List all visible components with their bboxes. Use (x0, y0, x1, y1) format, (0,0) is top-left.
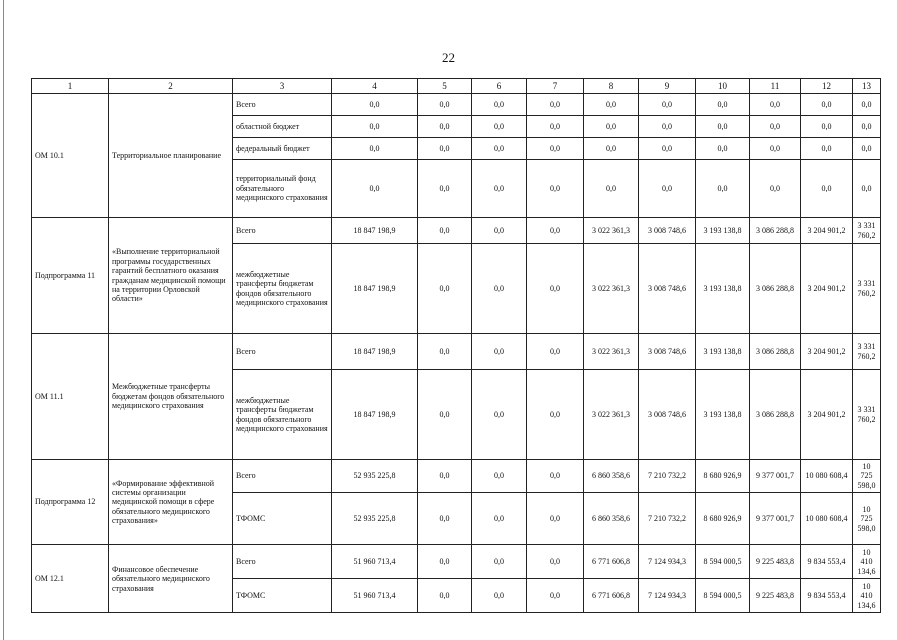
amount-cell: 3 331 760,2 (853, 218, 881, 244)
amount-cell: 3 086 288,8 (750, 218, 801, 244)
amount-cell: 9 225 483,8 (750, 545, 801, 579)
amount-cell: 0,0 (472, 160, 527, 218)
amount-cell: 0,0 (418, 579, 472, 613)
amount-cell: 18 847 198,9 (332, 218, 418, 244)
amount-cell: 3 086 288,8 (750, 334, 801, 370)
amount-cell: 0,0 (750, 94, 801, 116)
amount-cell: 0,0 (418, 160, 472, 218)
amount-cell: 0,0 (418, 138, 472, 160)
amount-cell: 6 860 358,6 (584, 493, 639, 545)
amount-cell: 0,0 (584, 94, 639, 116)
program-code-cell: Подпрограмма 12 (32, 460, 109, 545)
amount-cell: 0,0 (527, 493, 584, 545)
amount-cell: 0,0 (696, 160, 750, 218)
amount-cell: 0,0 (418, 370, 472, 460)
amount-cell: 3 008 748,6 (639, 370, 696, 460)
column-header: 10 (696, 79, 750, 94)
amount-cell: 0,0 (418, 116, 472, 138)
amount-cell: 7 210 732,2 (639, 493, 696, 545)
amount-cell: 0,0 (418, 493, 472, 545)
amount-cell: 9 834 553,4 (801, 579, 853, 613)
funding-source-cell: территориальный фонд обязательного медицинского страхования (233, 160, 332, 218)
amount-cell: 0,0 (332, 116, 418, 138)
amount-cell: 3 193 138,8 (696, 218, 750, 244)
funding-source-cell: Всего (233, 94, 332, 116)
program-code-cell: ОМ 12.1 (32, 545, 109, 613)
amount-cell: 3 008 748,6 (639, 218, 696, 244)
column-header: 2 (109, 79, 233, 94)
amount-cell: 0,0 (418, 460, 472, 493)
amount-cell: 0,0 (750, 138, 801, 160)
amount-cell: 7 210 732,2 (639, 460, 696, 493)
amount-cell: 0,0 (750, 160, 801, 218)
amount-cell: 0,0 (696, 138, 750, 160)
amount-cell: 0,0 (418, 244, 472, 334)
amount-cell: 9 834 553,4 (801, 545, 853, 579)
funding-source-cell: Всего (233, 334, 332, 370)
amount-cell: 0,0 (472, 370, 527, 460)
table-body (32, 94, 881, 613)
amount-cell: 8 594 000,5 (696, 579, 750, 613)
amount-cell: 0,0 (584, 160, 639, 218)
amount-cell: 8 594 000,5 (696, 545, 750, 579)
column-number-row (32, 79, 881, 94)
amount-cell: 51 960 713,4 (332, 579, 418, 613)
amount-cell: 3 022 361,3 (584, 334, 639, 370)
amount-cell: 0,0 (418, 94, 472, 116)
table-row (32, 218, 881, 244)
amount-cell: 0,0 (696, 116, 750, 138)
amount-cell: 0,0 (332, 160, 418, 218)
amount-cell: 0,0 (472, 493, 527, 545)
amount-cell: 0,0 (332, 138, 418, 160)
amount-cell: 3 008 748,6 (639, 244, 696, 334)
column-header: 8 (584, 79, 639, 94)
column-header: 13 (853, 79, 881, 94)
amount-cell: 18 847 198,9 (332, 334, 418, 370)
amount-cell: 9 225 483,8 (750, 579, 801, 613)
funding-source-cell: федеральный бюджет (233, 138, 332, 160)
amount-cell: 6 771 606,8 (584, 579, 639, 613)
amount-cell: 3 022 361,3 (584, 218, 639, 244)
amount-cell: 0,0 (418, 218, 472, 244)
amount-cell: 3 204 901,2 (801, 244, 853, 334)
column-header: 9 (639, 79, 696, 94)
amount-cell: 0,0 (696, 94, 750, 116)
amount-cell: 0,0 (639, 94, 696, 116)
amount-cell: 0,0 (853, 94, 881, 116)
amount-cell: 0,0 (527, 244, 584, 334)
amount-cell: 18 847 198,9 (332, 244, 418, 334)
amount-cell: 52 935 225,8 (332, 460, 418, 493)
amount-cell: 3 204 901,2 (801, 334, 853, 370)
amount-cell: 0,0 (584, 138, 639, 160)
amount-cell: 6 771 606,8 (584, 545, 639, 579)
column-header: 4 (332, 79, 418, 94)
column-header: 6 (472, 79, 527, 94)
table-row (32, 545, 881, 579)
funding-source-cell: Всего (233, 460, 332, 493)
amount-cell: 3 193 138,8 (696, 334, 750, 370)
table-row (32, 94, 881, 116)
amount-cell: 0,0 (853, 116, 881, 138)
table-row (32, 460, 881, 493)
program-code-cell: ОМ 10.1 (32, 94, 109, 218)
page-number: 22 (442, 50, 455, 65)
amount-cell: 0,0 (527, 160, 584, 218)
amount-cell: 0,0 (527, 579, 584, 613)
funding-source-cell: ТФОМС (233, 493, 332, 545)
amount-cell: 0,0 (639, 160, 696, 218)
amount-cell: 0,0 (584, 116, 639, 138)
amount-cell: 0,0 (472, 116, 527, 138)
amount-cell: 0,0 (527, 370, 584, 460)
amount-cell: 3 193 138,8 (696, 370, 750, 460)
amount-cell: 0,0 (472, 579, 527, 613)
amount-cell: 8 680 926,9 (696, 460, 750, 493)
amount-cell: 10 410 134,6 (853, 579, 881, 613)
amount-cell: 0,0 (472, 138, 527, 160)
funding-source-cell: межбюджетные трансферты бюджетам фондов обязательного медицинского страхования (233, 244, 332, 334)
amount-cell: 0,0 (527, 334, 584, 370)
amount-cell: 0,0 (472, 460, 527, 493)
amount-cell: 0,0 (527, 138, 584, 160)
amount-cell: 3 086 288,8 (750, 244, 801, 334)
amount-cell: 9 377 001,7 (750, 460, 801, 493)
amount-cell: 0,0 (472, 244, 527, 334)
amount-cell: 51 960 713,4 (332, 545, 418, 579)
amount-cell: 10 080 608,4 (801, 493, 853, 545)
table-row (32, 334, 881, 370)
amount-cell: 0,0 (527, 460, 584, 493)
amount-cell: 3 008 748,6 (639, 334, 696, 370)
amount-cell: 0,0 (472, 218, 527, 244)
amount-cell: 10 080 608,4 (801, 460, 853, 493)
amount-cell: 0,0 (472, 94, 527, 116)
amount-cell: 0,0 (472, 545, 527, 579)
funding-source-cell: ТФОМС (233, 579, 332, 613)
amount-cell: 0,0 (801, 94, 853, 116)
amount-cell: 3 331 760,2 (853, 370, 881, 460)
amount-cell: 0,0 (527, 218, 584, 244)
budget-table (31, 78, 881, 613)
amount-cell: 0,0 (639, 138, 696, 160)
column-header: 1 (32, 79, 109, 94)
program-name-cell: «Выполнение территориальной программы государственных гарантий бесплатного оказания гражданам медицинской помощи на территории Орловской области» (109, 218, 233, 334)
page-margin-rule (3, 0, 4, 640)
amount-cell: 0,0 (853, 138, 881, 160)
amount-cell: 3 022 361,3 (584, 370, 639, 460)
amount-cell: 0,0 (853, 160, 881, 218)
amount-cell: 9 377 001,7 (750, 493, 801, 545)
amount-cell: 18 847 198,9 (332, 370, 418, 460)
amount-cell: 0,0 (418, 545, 472, 579)
program-code-cell: ОМ 11.1 (32, 334, 109, 460)
amount-cell: 0,0 (418, 334, 472, 370)
amount-cell: 3 204 901,2 (801, 218, 853, 244)
amount-cell: 6 860 358,6 (584, 460, 639, 493)
amount-cell: 10 410 134,6 (853, 545, 881, 579)
amount-cell: 7 124 934,3 (639, 545, 696, 579)
column-header: 11 (750, 79, 801, 94)
amount-cell: 10 725 598,0 (853, 460, 881, 493)
amount-cell: 0,0 (801, 138, 853, 160)
funding-source-cell: межбюджетные трансферты бюджетам фондов обязательного медицинского страхования (233, 370, 332, 460)
amount-cell: 0,0 (801, 160, 853, 218)
amount-cell: 52 935 225,8 (332, 493, 418, 545)
amount-cell: 7 124 934,3 (639, 579, 696, 613)
amount-cell: 3 022 361,3 (584, 244, 639, 334)
amount-cell: 3 331 760,2 (853, 244, 881, 334)
program-name-cell: Финансовое обеспечение обязательного медицинского страхования (109, 545, 233, 613)
amount-cell: 0,0 (527, 116, 584, 138)
amount-cell: 0,0 (639, 116, 696, 138)
amount-cell: 8 680 926,9 (696, 493, 750, 545)
amount-cell: 0,0 (472, 334, 527, 370)
column-header: 7 (527, 79, 584, 94)
column-header: 12 (801, 79, 853, 94)
amount-cell: 0,0 (801, 116, 853, 138)
amount-cell: 0,0 (527, 94, 584, 116)
amount-cell: 3 086 288,8 (750, 370, 801, 460)
amount-cell: 3 331 760,2 (853, 334, 881, 370)
column-header: 5 (418, 79, 472, 94)
amount-cell: 0,0 (527, 545, 584, 579)
amount-cell: 0,0 (332, 94, 418, 116)
funding-source-cell: Всего (233, 545, 332, 579)
amount-cell: 10 725 598,0 (853, 493, 881, 545)
amount-cell: 3 204 901,2 (801, 370, 853, 460)
amount-cell: 0,0 (750, 116, 801, 138)
program-code-cell: Подпрограмма 11 (32, 218, 109, 334)
amount-cell: 3 193 138,8 (696, 244, 750, 334)
funding-source-cell: Всего (233, 218, 332, 244)
program-name-cell: «Формирование эффективной системы организации медицинской помощи в сфере обязательного медицинского страхования» (109, 460, 233, 545)
program-name-cell: Территориальное планирование (109, 94, 233, 218)
funding-source-cell: областной бюджет (233, 116, 332, 138)
program-name-cell: Межбюджетные трансферты бюджетам фондов обязательного медицинского страхования (109, 334, 233, 460)
column-header: 3 (233, 79, 332, 94)
